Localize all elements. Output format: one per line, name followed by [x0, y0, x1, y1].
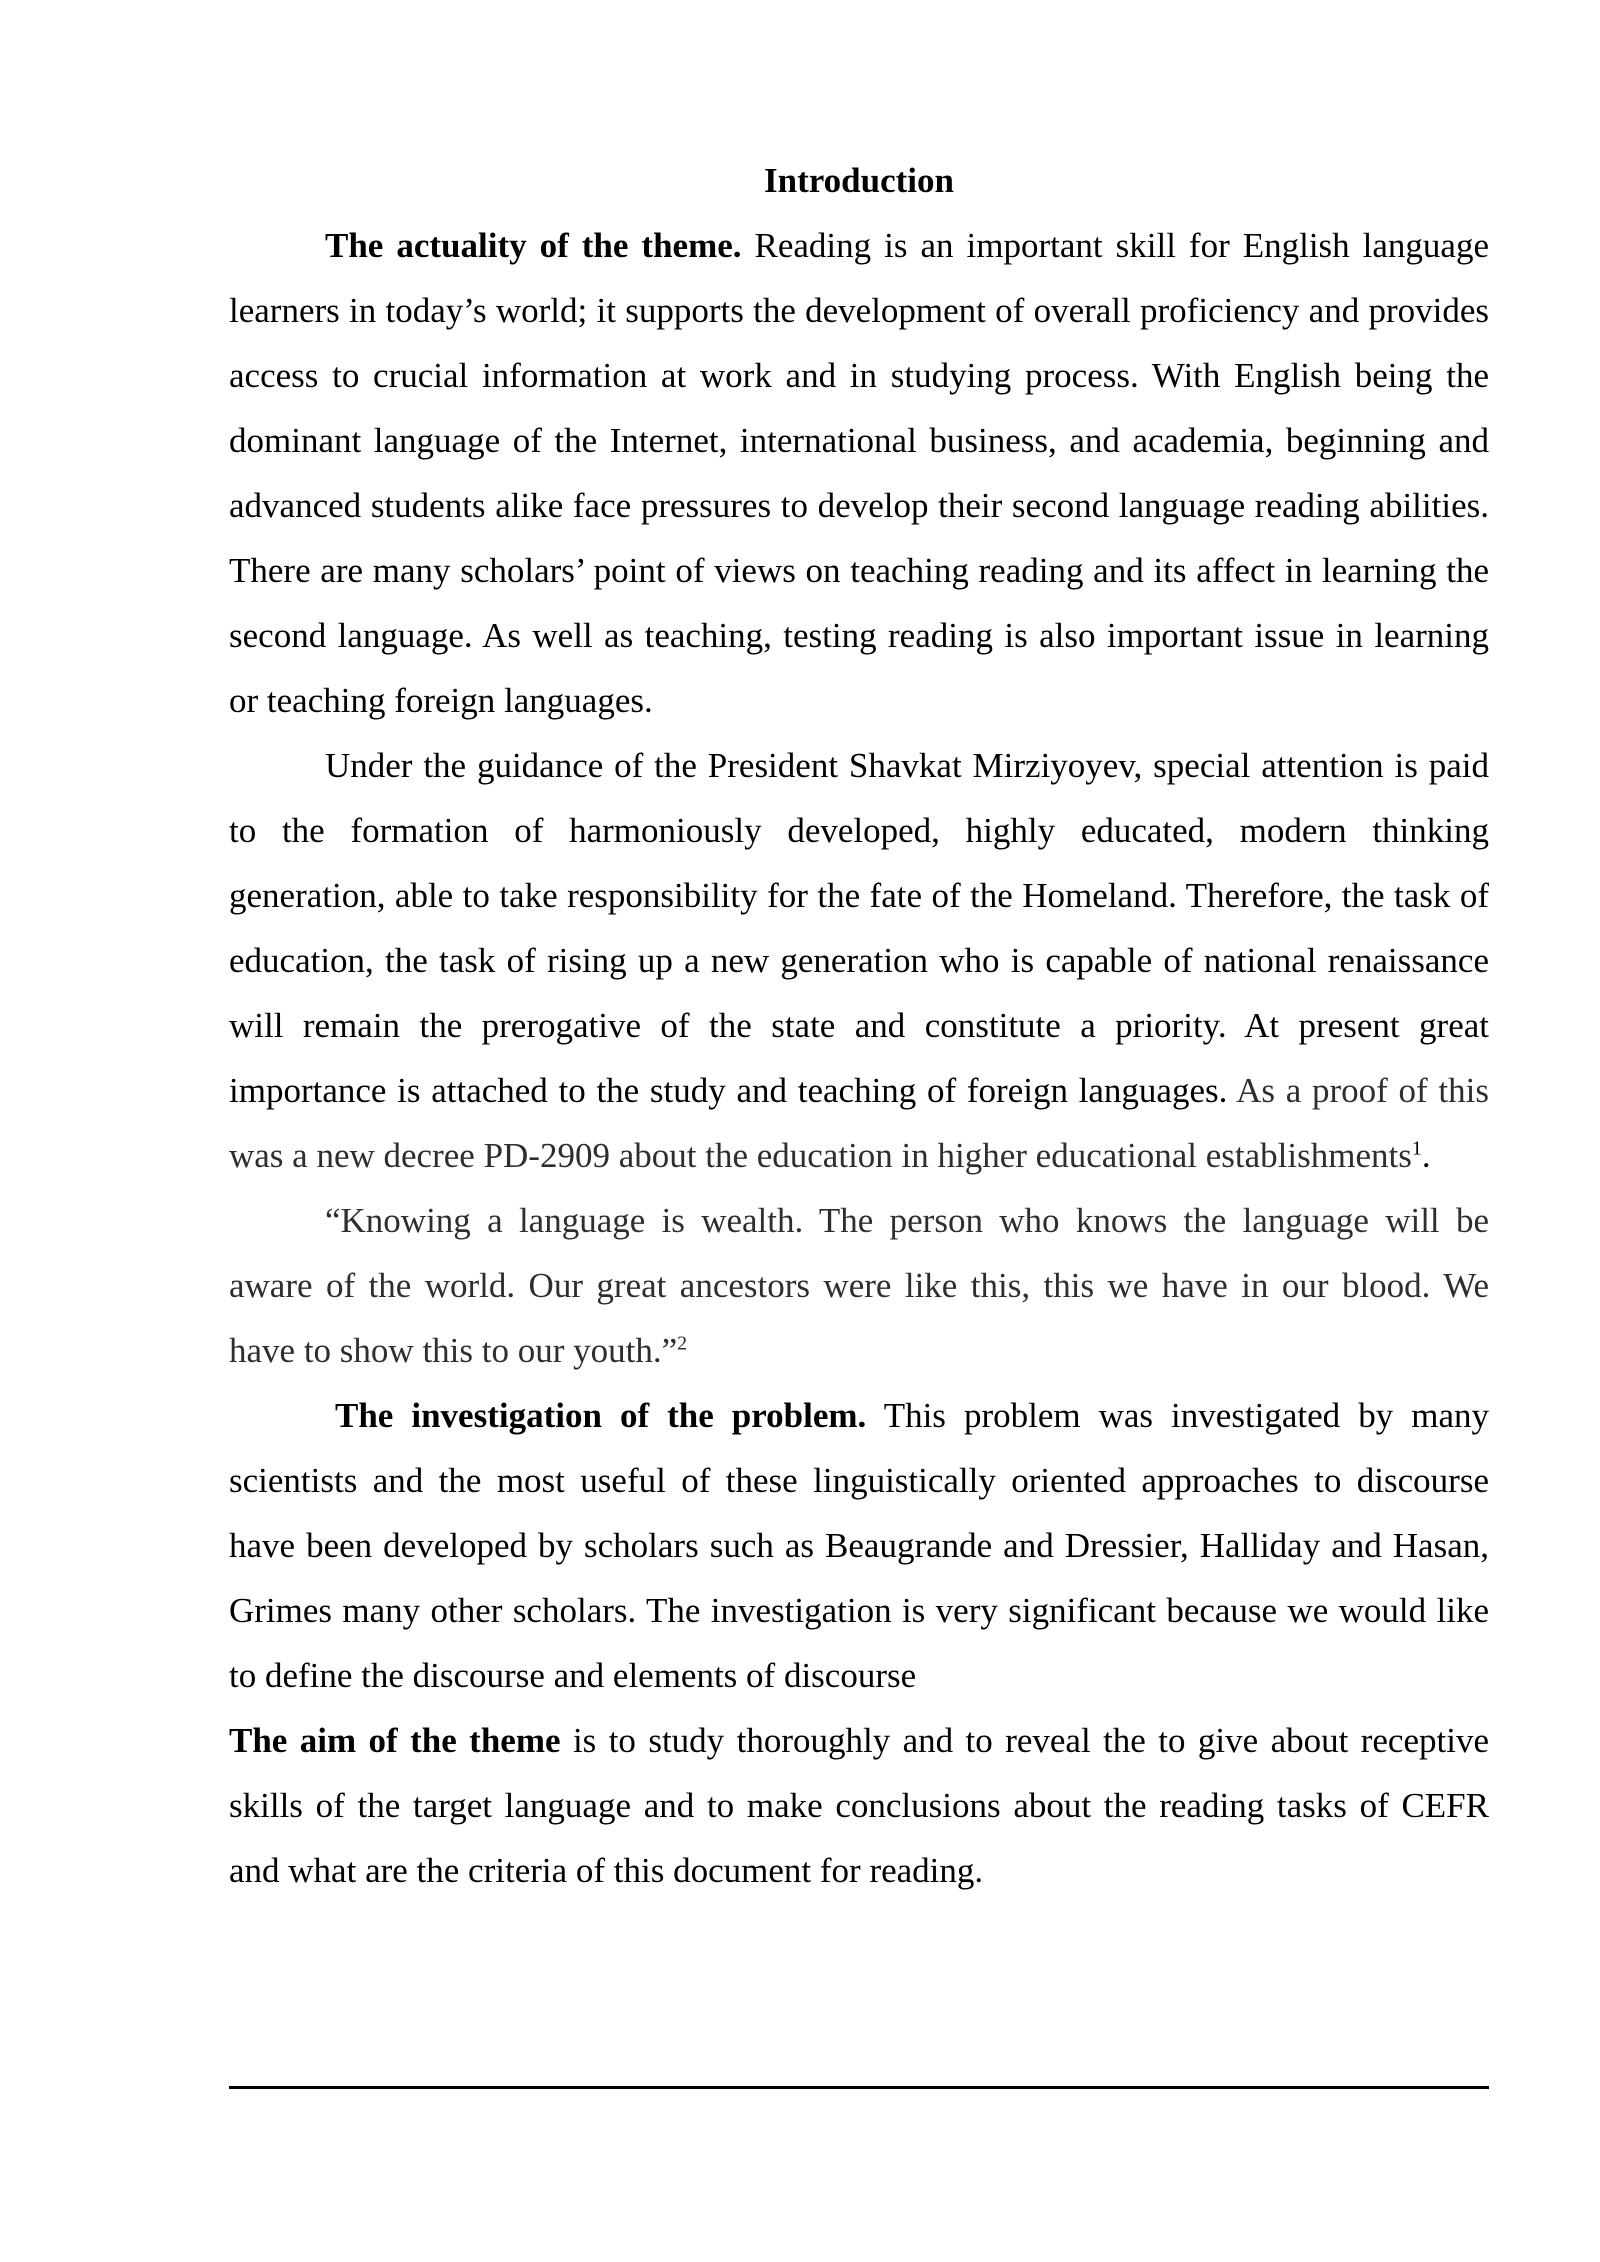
page-title: Introduction: [764, 161, 954, 200]
guidance-text: Under the guidance of the President Shavkat Mirziyoyev, special attention is paid to the formation of harmoniously developed, highly educated, modern thinking generation, able to take responsibility for the fate of the Homeland. Therefore, the task of education, the task of rising up a new generation who is capable of national renaissance will remain the prerogative of the state and constitute a priority. At present great importance is attached to the study and teaching of foreign languages.: [229, 746, 1489, 1110]
guidance-end: .: [1421, 1136, 1431, 1175]
bottom-divider: [229, 2086, 1489, 2089]
footnote-ref-2: 2: [677, 1332, 688, 1355]
document-page: [229, 148, 1489, 1903]
paragraph-investigation: [229, 1383, 1489, 1708]
actuality-heading: The actuality of the theme.: [325, 226, 742, 265]
investigation-heading: The investigation of the problem.: [335, 1396, 867, 1435]
paragraph-actuality: [229, 213, 1489, 733]
aim-heading: The aim of the theme: [229, 1721, 561, 1760]
paragraph-quote: [229, 1188, 1489, 1383]
aim-text: is to study thoroughly and to reveal the to give about receptive skills of the target language and to make conclusions about the reading tasks of CEFR and what are the criteria of this document for reading.: [229, 1721, 1489, 1890]
actuality-text: Reading is an important skill for English language learners in today’s world; it supports the development of overall proficiency and provides access to crucial information at work and in studying process. With English being the dominant language of the Internet, international business, and academia, beginning and advanced students alike face pressures to develop their second language reading abilities. There are many scholars’ point of views on teaching reading and its affect in learning the second language. As well as teaching, testing reading is also important issue in learning or teaching foreign languages.: [229, 226, 1489, 720]
paragraph-guidance: [229, 733, 1489, 1188]
quote-text: “Knowing a language is wealth. The person who knows the language will be aware of the world. Our great ancestors were like this, this we have in our blood. We have to show this to our youth.”: [229, 1201, 1489, 1370]
footnote-ref-1: 1: [1411, 1137, 1422, 1160]
paragraph-aim: [229, 1708, 1489, 1903]
decree-text: As a proof of this was a new decree PD-2909 about the education in higher educational establishments: [229, 1071, 1489, 1175]
investigation-text: This problem was investigated by many scientists and the most useful of these linguistically oriented approaches to discourse have been developed by scholars such as Beaugrande and Dressier, Halliday and Hasan, Grimes many other scholars. The investigation is very significant because we would like to define the discourse and elements of discourse: [229, 1396, 1489, 1695]
